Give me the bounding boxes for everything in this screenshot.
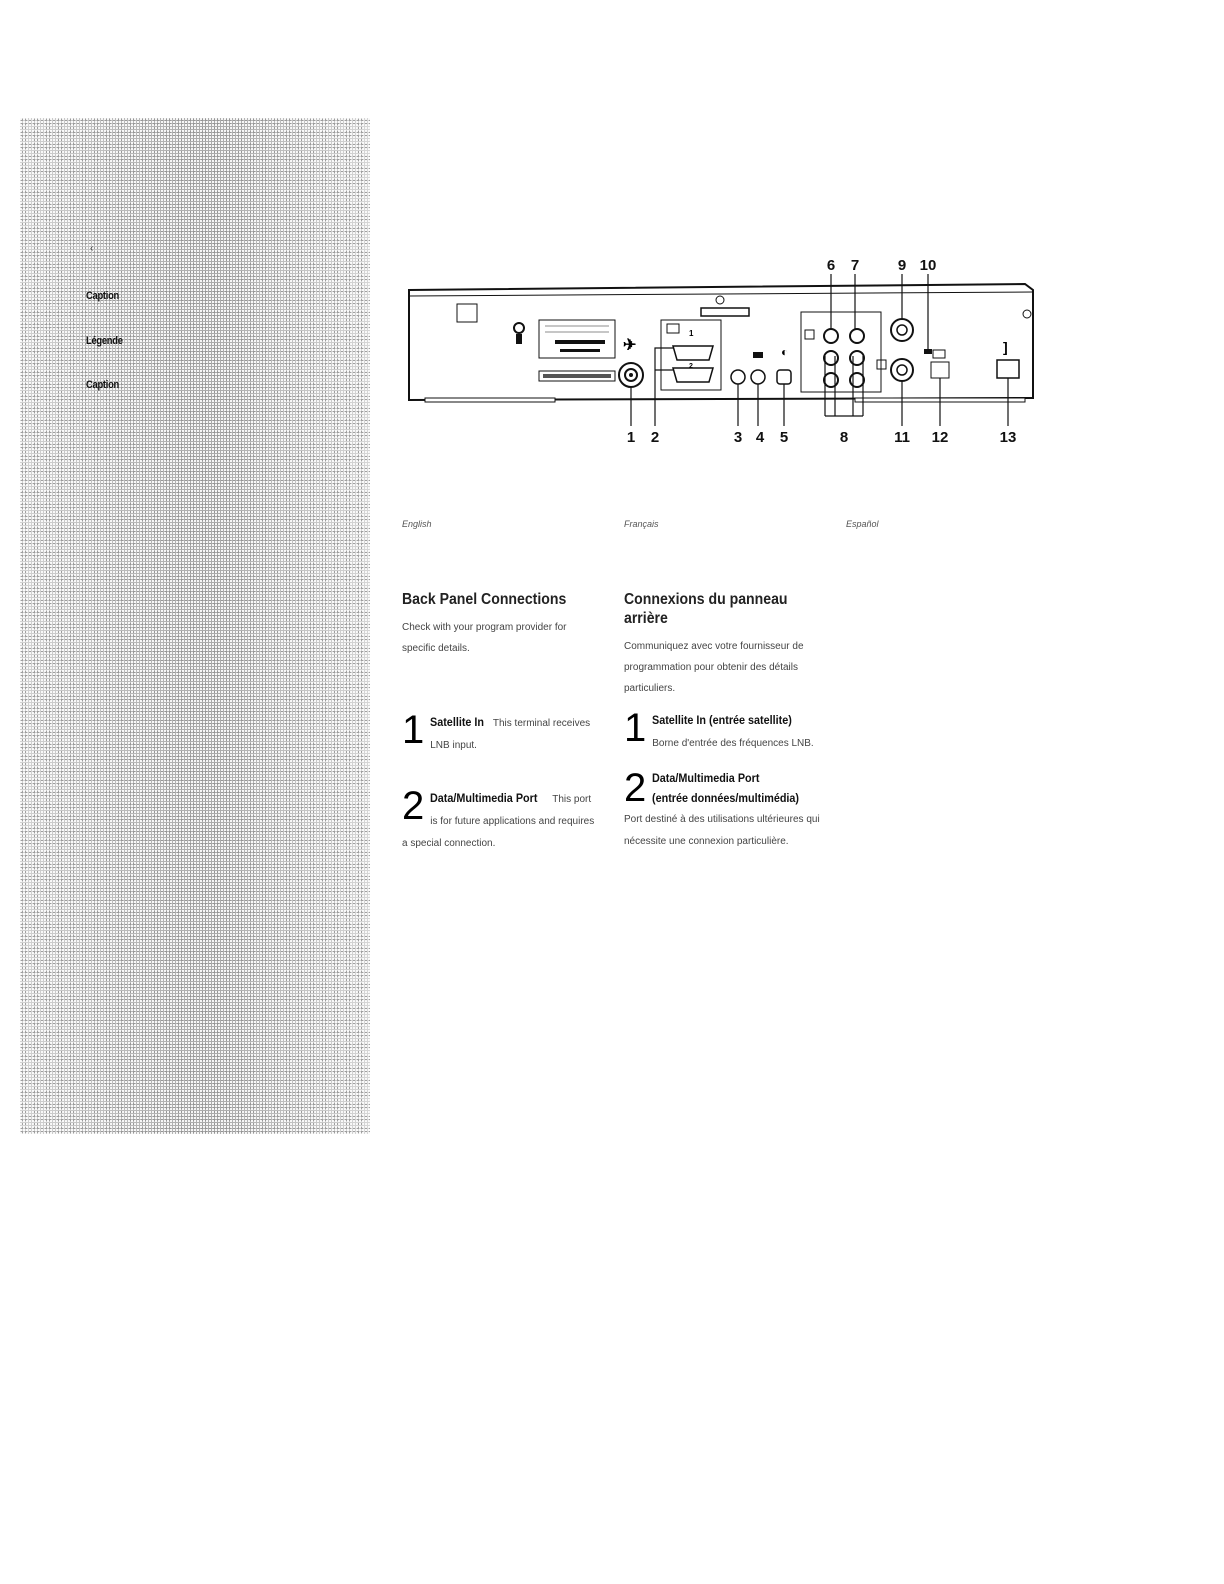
item-title-line2: (entrée données/multimédia) bbox=[652, 791, 800, 805]
callout-11: 11 bbox=[894, 429, 910, 446]
sidebar-caption-1: Caption bbox=[86, 290, 120, 302]
sidebar-caption-2: Légende bbox=[86, 335, 123, 347]
sidebar-mark: ‹ bbox=[90, 243, 94, 254]
english-column bbox=[402, 590, 612, 855]
svg-text:◐: ◐ bbox=[781, 345, 789, 359]
callout-8: 8 bbox=[839, 429, 849, 446]
english-heading: Back Panel Connections bbox=[402, 591, 567, 608]
item-title: Data/Multimedia Port bbox=[430, 791, 538, 805]
svg-text:1: 1 bbox=[689, 329, 694, 338]
item-text: This terminal receives LNB input. bbox=[430, 718, 591, 751]
item-title: Satellite In (entrée satellite) bbox=[652, 713, 793, 727]
item-number: 2 bbox=[624, 766, 647, 810]
francais-column bbox=[624, 590, 834, 853]
back-panel-figure bbox=[405, 250, 1045, 450]
francais-heading-line2: arrière bbox=[624, 610, 668, 627]
callout-4: 4 bbox=[755, 429, 765, 446]
francais-intro: Communiquez avec votre fournisseur de programmation pour obtenir des détails particuliers. bbox=[624, 641, 804, 694]
francais-item-1 bbox=[624, 706, 824, 755]
callout-5: 5 bbox=[779, 429, 789, 446]
callout-9: 9 bbox=[897, 257, 907, 274]
item-text: This port is for future applications and requires a special connection. bbox=[402, 794, 595, 849]
english-item-1 bbox=[402, 708, 602, 757]
lang-english: English bbox=[402, 519, 432, 529]
english-intro: Check with your program provider for specific details. bbox=[402, 622, 567, 654]
satellite-icon: ✈ bbox=[623, 337, 637, 354]
sidebar-halftone-panel bbox=[20, 118, 370, 1134]
back-panel-illustration bbox=[405, 250, 1045, 450]
lang-francais: Français bbox=[624, 519, 659, 529]
lang-espanol: Español bbox=[846, 519, 879, 529]
callout-2: 2 bbox=[650, 429, 660, 446]
item-text: Port destiné à des utilisations ultérieures qui nécessite une connexion particulière. bbox=[624, 814, 820, 847]
sidebar-caption-3: Caption bbox=[86, 379, 120, 391]
francais-heading-line1: Connexions du panneau bbox=[624, 591, 788, 608]
callout-6: 6 bbox=[826, 257, 836, 274]
callout-13: 13 bbox=[999, 429, 1017, 446]
callout-12: 12 bbox=[931, 429, 949, 446]
item-title: Satellite In bbox=[430, 715, 485, 729]
item-text: Borne d'entrée des fréquences LNB. bbox=[652, 738, 814, 749]
item-number: 2 bbox=[402, 784, 425, 828]
callout-3: 3 bbox=[733, 429, 743, 446]
svg-text:2: 2 bbox=[689, 363, 693, 370]
item-number: 1 bbox=[402, 708, 425, 752]
francais-item-2 bbox=[624, 766, 829, 853]
callout-10: 10 bbox=[919, 257, 937, 274]
svg-text:]: ] bbox=[1003, 339, 1008, 355]
callout-7: 7 bbox=[850, 257, 860, 274]
callout-1: 1 bbox=[626, 429, 636, 446]
item-title-line1: Data/Multimedia Port bbox=[652, 771, 760, 785]
english-item-2 bbox=[402, 784, 600, 855]
item-number: 1 bbox=[624, 706, 647, 750]
